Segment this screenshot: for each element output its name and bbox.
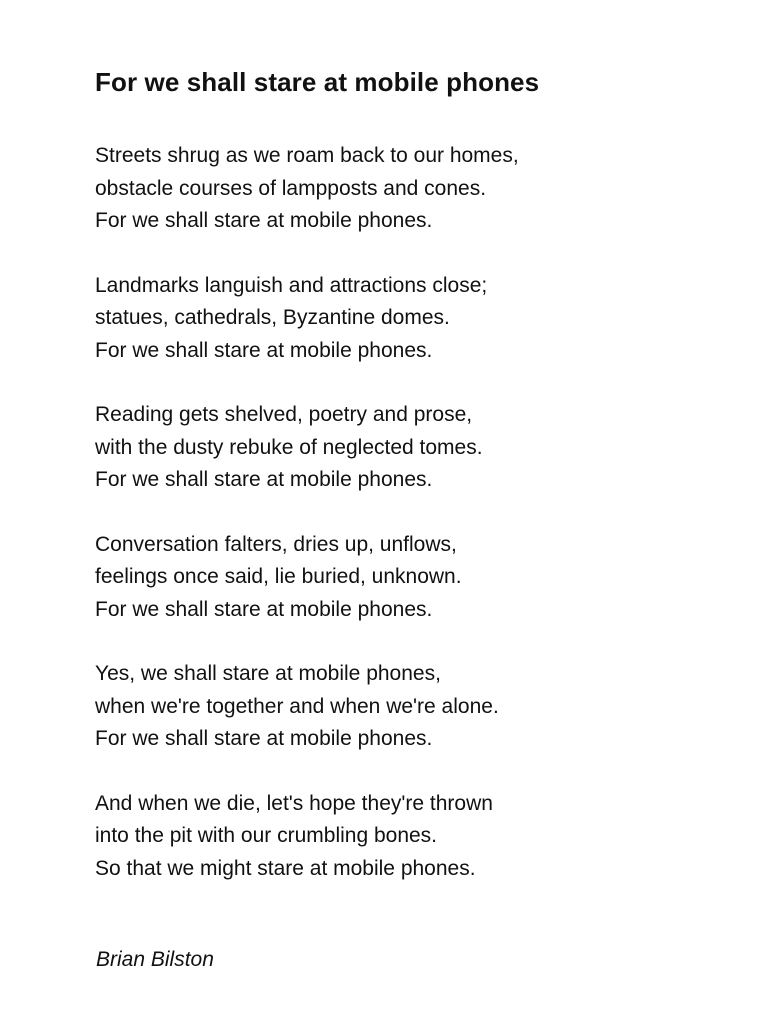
poem-title: For we shall stare at mobile phones (95, 67, 540, 97)
poem-line: For we shall stare at mobile phones. (95, 209, 433, 232)
stanza-3 (95, 399, 715, 497)
author-name: Brian Bilston (96, 948, 214, 971)
poem-container (95, 64, 715, 885)
poem-line: with the dusty rebuke of neglected tomes. (95, 435, 483, 459)
poem-line: For we shall stare at mobile phones. (95, 727, 433, 750)
poem-line: when we're together and when we're alone. (95, 694, 499, 718)
stanza-5 (95, 658, 715, 756)
poem-line: So that we might stare at mobile phones. (95, 856, 476, 880)
stanza-4 (95, 529, 715, 627)
poem-line: Yes, we shall stare at mobile phones, (95, 662, 441, 685)
poem-line: Conversation falters, dries up, unflows, (95, 532, 457, 556)
poem-line: obstacle courses of lampposts and cones. (95, 176, 487, 200)
stanza-2 (95, 270, 715, 368)
poem-line: For we shall stare at mobile phones. (95, 597, 433, 621)
stanza-6 (95, 788, 715, 886)
poem-line: Reading gets shelved, poetry and prose, (95, 403, 473, 426)
poem-line: For we shall stare at mobile phones. (95, 338, 433, 362)
poem-line: into the pit with our crumbling bones. (95, 824, 438, 847)
poem-line: Landmarks languish and attractions close; (95, 273, 488, 297)
poem-line: statues, cathedrals, Byzantine domes. (95, 306, 450, 329)
poem-line: And when we die, let's hope they're thrown (95, 791, 493, 815)
stanza-1 (95, 140, 715, 238)
poem-line: For we shall stare at mobile phones. (95, 468, 433, 491)
poem-line: Streets shrug as we roam back to our homes, (95, 144, 519, 167)
poem-line: feelings once said, lie buried, unknown. (95, 565, 462, 588)
